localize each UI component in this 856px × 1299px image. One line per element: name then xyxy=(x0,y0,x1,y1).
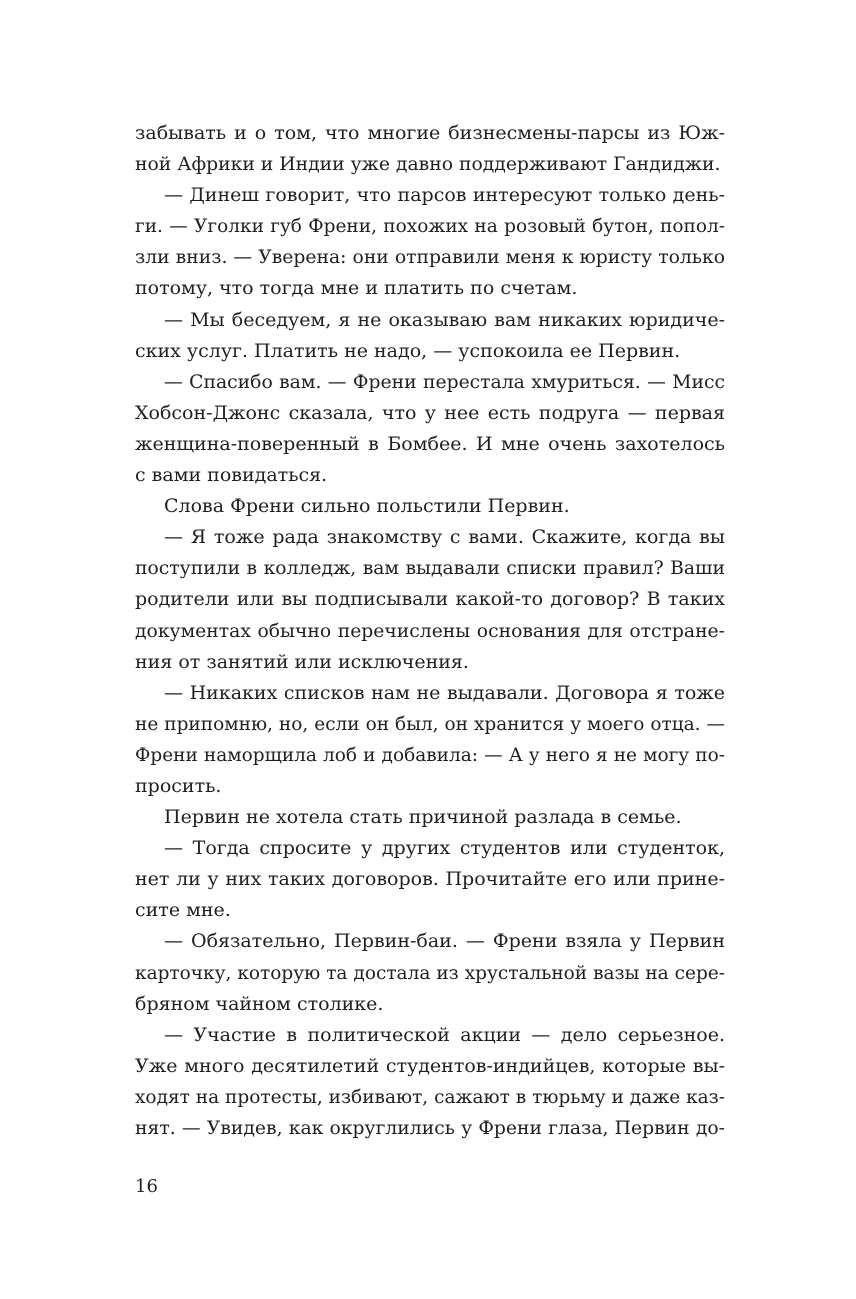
text-line: — Спасибо вам. — Френи перестала хмуриться. — Мисс xyxy=(164,371,725,393)
text-line: Хобсон-Джонс сказала, что у нее есть подруга — первая xyxy=(135,401,725,424)
text-line: ги. — Уголки губ Френи, похожих на розовый бутон, попол- xyxy=(135,216,725,238)
text-line: Уже много десятилетий студентов-индийцев, которые вы- xyxy=(135,1054,725,1077)
text-line: — Участие в политической акции — дело серьезное. xyxy=(164,1023,725,1046)
text-line: Френи наморщила лоб и добавила: — А у него я не могу по- xyxy=(135,744,725,766)
text-line: забывать и о том, что многие бизнесмены-парсы из Юж- xyxy=(135,122,725,144)
text-line: Первин не хотела стать причиной разлада в семье. xyxy=(164,806,682,829)
text-line: нят. — Увидев, как округлились у Френи глаза, Первин до- xyxy=(135,1118,725,1139)
text-line: Слова Френи сильно польстили Первин. xyxy=(164,495,570,518)
text-line: потому, что тогда мне и платить по счетам. xyxy=(135,277,578,300)
text-line: — Мы беседуем, я не оказываю вам никаких юридиче- xyxy=(164,308,725,331)
text-line: ходят на протесты, избивают, сажают в тюрьму и даже каз- xyxy=(135,1086,725,1108)
text-line: ния от занятий или исключения. xyxy=(135,650,469,673)
text-line: — Тогда спросите у других студентов или студенток, xyxy=(164,837,725,860)
text-line: ной Африки и Индии уже давно поддерживают Гандиджи. xyxy=(135,154,721,176)
body-text xyxy=(135,118,725,1144)
text-line: родители или вы подписывали какой-то договор? В таких xyxy=(135,588,725,611)
text-line: с вами повидаться. xyxy=(135,464,328,487)
text-line: карточку, которую та достала из хрустальной вазы на сере- xyxy=(135,962,725,984)
text-line: — Динеш говорит, что парсов интересуют только день- xyxy=(164,184,725,207)
text-line: ских услуг. Платить не надо, — успокоила ее Первин. xyxy=(135,339,681,362)
text-line: поступили в колледж, вам выдавали списки правил? Ваши xyxy=(135,558,725,580)
text-line: документах обычно перечислены основания для отстране- xyxy=(135,620,725,642)
text-line: сите мне. xyxy=(135,899,231,922)
text-line: — Обязательно, Первин-баи. — Френи взяла у Первин xyxy=(164,930,725,953)
text-line: просить. xyxy=(135,774,222,797)
text-line: нет ли у них таких договоров. Прочитайте его или прине- xyxy=(135,868,725,891)
page-number: 16 xyxy=(135,1176,158,1197)
text-line: — Я тоже рада знакомству с вами. Скажите, когда вы xyxy=(164,526,725,549)
text-line: зли вниз. — Уверена: они отправили меня к юристу только xyxy=(135,247,725,269)
text-line: — Никаких списков нам не выдавали. Договора я тоже xyxy=(164,681,725,704)
text-line: женщина-поверенный в Бомбее. И мне очень захотелось xyxy=(135,432,725,455)
text-line: не припомню, но, если он был, он хранится у моего отца. — xyxy=(135,713,725,735)
text-line: бряном чайном столике. xyxy=(135,992,384,1015)
